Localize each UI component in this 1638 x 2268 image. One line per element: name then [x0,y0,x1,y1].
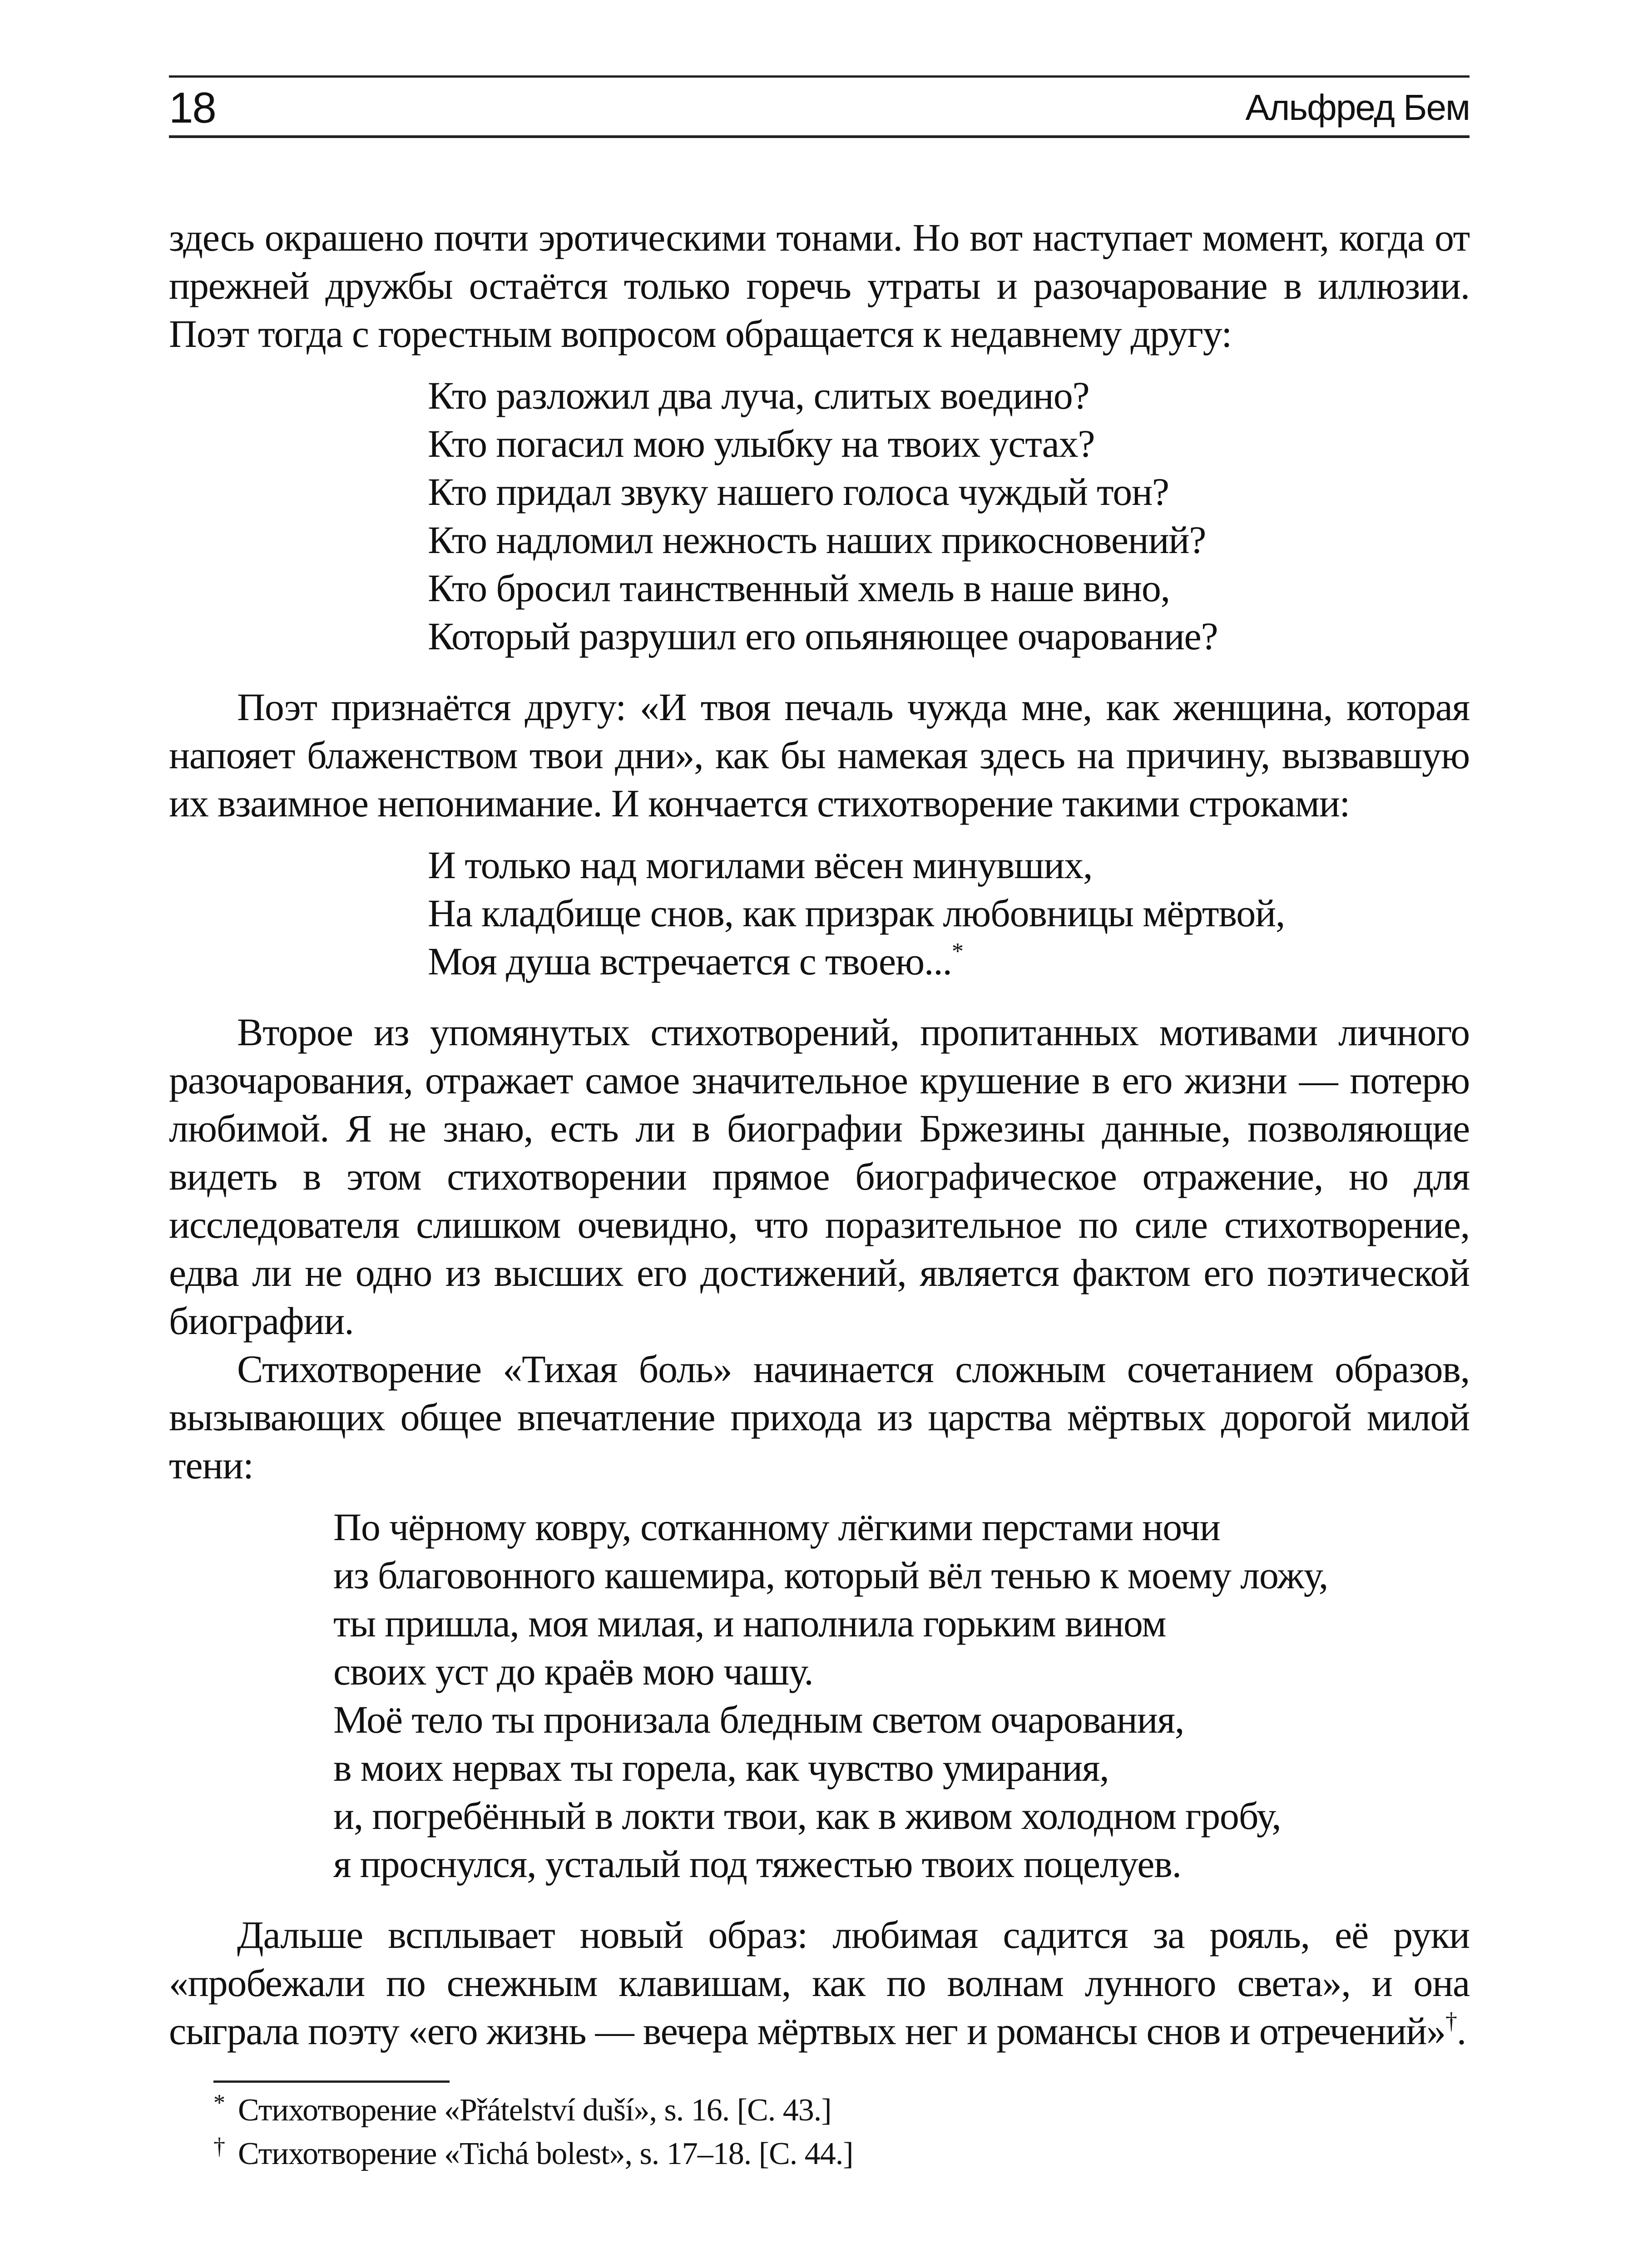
footnote-ref-1[interactable]: * [951,939,963,964]
footnote-ref-2[interactable]: † [1445,2008,1457,2034]
poem-line: Кто придал звуку нашего голоса чуждый тон? [428,470,1169,514]
running-head: Альфред Бем [1245,87,1470,128]
poem-line-text: Моя душа встречается с твоею... [428,939,952,983]
poem-line: На кладбище снов, как призрак любовницы мёртвой, [428,891,1285,935]
footnote-text: Стихотворение «Přátelství duší», s. 16. [C. 43.] [238,2093,831,2128]
poem-line: Кто надломил нежность наших прикосновений? [428,518,1206,562]
poem-line: я проснулся, усталый под тяжестью твоих поцелуев. [333,1842,1181,1886]
poem-line: По чёрному ковру, сотканному лёгкими перстами ночи [333,1505,1220,1549]
paragraph-5 [169,1911,1470,2055]
poem-line: из благовонного кашемира, который вёл тенью к моему ложу, [333,1553,1328,1597]
paragraph-5-text: Дальше всплывает новый образ: любимая садится за рояль, её руки «пробежали по снежным клавишам, как по волнам лунного света», и она сыграла поэту «его жизнь — вечера мёртвых нег и романсы снов и отречений» [169,1913,1470,2053]
poem-line: Моё тело ты пронизала бледным светом очарования, [333,1698,1184,1741]
poem-line: И только над могилами вёсен минувших, [428,843,1093,887]
footnotes [213,2089,1440,2176]
poem-line: и, погребённый в локти твои, как в живом холодном гробу, [333,1794,1281,1838]
poem-line [428,937,1470,985]
poem-line: Кто бросил таинственный хмель в наше вино, [428,566,1170,610]
page-body [169,213,1470,2055]
poem-quote-3 [333,1503,1470,1888]
poem-line: своих уст до краёв мою чашу. [333,1650,813,1693]
poem-line: Который разрушил его опьяняющее очарование? [428,614,1218,658]
poem-line: Кто погасил мою улыбку на твоих устах? [428,422,1095,465]
footnote-rule [213,2080,450,2083]
header-bottom-rule [169,135,1470,138]
paragraph-1: здесь окрашено почти эротическими тонами. Но вот наступает момент, когда от прежней дружбы остаётся только горечь утраты и разочарование в иллюзии. Поэт тогда с горестным вопросом обращается к недавнему другу: [169,216,1470,356]
footnote-2: † Стихотворение «Tichá bolest», s. 17–18. [C. 44.] [213,2134,853,2171]
paragraph-4: Стихотворение «Тихая боль» начинается сложным сочетанием образов, вызывающих общее впечатление прихода из царства мёртвых дорогой милой тени: [169,1347,1470,1487]
footnote-1: * Стихотворение «Přátelství duší», s. 16. [C. 43.] [213,2090,831,2128]
poem-quote-2 [428,841,1470,985]
poem-line: в моих нервах ты горела, как чувство умирания, [333,1746,1109,1789]
paragraph-3: Второе из упомянутых стихотворений, пропитанных мотивами личного разочарования, отражает самое значительное крушение в его жизни — потерю любимой. Я не знаю, есть ли в биографии Бржезины данные, позволяющие видеть в этом стихотворении прямое биографическое отражение, но для исследователя слишком очевидно, что поразительное по силе стихотворение, едва ли не одно из высших его достижений, является фактом его поэтической биографии. [169,1010,1470,1343]
page-number: 18 [169,84,216,132]
paragraph-5-end: . [1456,2009,1466,2053]
poem-line: Кто разложил два луча, слитых воедино? [428,374,1089,417]
footnote-text: Стихотворение «Tichá bolest», s. 17–18. [C. 44.] [238,2136,853,2171]
poem-line: ты пришла, моя милая, и наполнила горьким вином [333,1601,1166,1645]
paragraph-2: Поэт признаётся другу: «И твоя печаль чужда мне, как женщина, которая напояет блаженством твои дни», как бы намекая здесь на причину, вызвавшую их взаимное непонимание. И кончается стихотворение такими строками: [169,685,1470,825]
header-top-rule [169,75,1470,78]
poem-quote-1 [428,371,1470,660]
